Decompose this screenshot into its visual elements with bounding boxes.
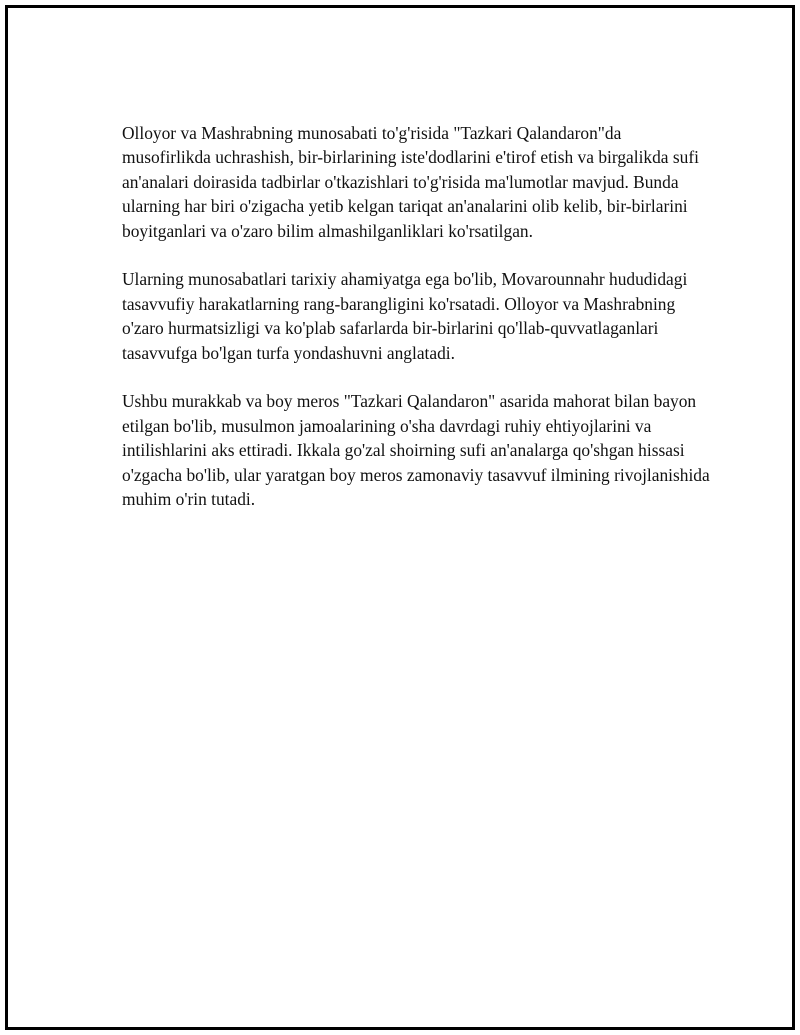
paragraph-2: Ularning munosabatlari tarixiy ahamiyatga ega bo'lib, Movarounnahr hududidagi tasavvufiy harakatlarning rang-barangligini ko'rsatadi. Olloyor va Mashrabning o'zaro hurmatsizligi va ko'plab safarlarda bir-birlarini qo'llab-quvvatlaganlari tasavvufga bo'lgan turfa yondashuvni anglatadi. xyxy=(122,269,688,363)
paragraph-1: Olloyor va Mashrabning munosabati to'g'risida "Tazkari Qalandaron"da musofirlikda uchrashish, bir-birlarining iste'dodlarini e'tirof etish va birgalikda sufi an'analari doirasida tadbirlar o'tkazishlari to'g'risida ma'lumotlar mavjud. Bunda ularning har biri o'zigacha yetib kelgan tariqat an'analarini olib kelib, bir-birlarini boyitganlari va o'zaro bilim almashilganliklari ko'rsatilgan. xyxy=(122,123,699,241)
paragraph-3: Ushbu murakkab va boy meros "Tazkari Qalandaron" asarida mahorat bilan bayon etilgan bo'lib, musulmon jamoalarining o'sha davrdagi ruhiy ehtiyojlarini va intilishlarini aks ettiradi. Ikkala go'zal shoirning sufi an'analarga qo'shgan hissasi o'zgacha bo'lib, ular yaratgan boy meros zamonaviy tasavvuf ilmining rivojlanishida muhim o'rin tutadi. xyxy=(122,391,710,510)
document-page xyxy=(5,5,795,1030)
document-body xyxy=(122,121,712,536)
